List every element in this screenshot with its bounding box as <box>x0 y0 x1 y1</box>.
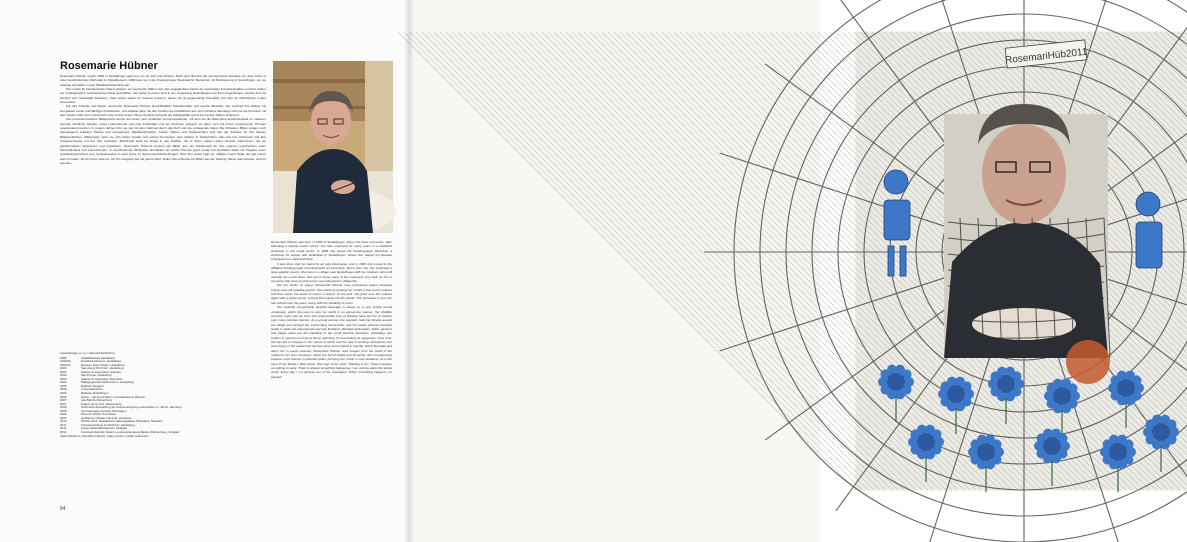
exhibition-year: 2011 <box>60 426 67 431</box>
exhibition-venue: Internationales Festival, Bad Aagen <box>81 408 127 413</box>
book-gutter <box>404 0 414 542</box>
exhibition-year: 2010 <box>60 419 67 424</box>
works-note: Viele Arbeiten in öffentlichen Besitz / Many works in public collections <box>60 433 149 438</box>
exhibition-year: 2006 <box>60 391 67 396</box>
exhibition-year: 2004 <box>60 380 67 385</box>
exhibition-venue: Sammlung Prinzhorn, Heidelberg <box>81 366 124 371</box>
exhibition-year: 2003 <box>60 369 67 374</box>
exhibition-venue: Kunstausstellung im Wohnhof, Heidelberg <box>81 422 135 427</box>
english-paragraph: For her works on paper, Rosemarie Hübner uses exclusively pastel oil-based crayon and soft graphite pencils. She starts by drawing her motifs in fine pencil outlines and then works the areas of colour in crayon. At the end, she goes over the outlines again with a sharp pencil, scoring them deep into the pastel. This technique is one she has refined over the years, along with her handling of colour. <box>271 283 392 305</box>
exhibition-year: 2007 <box>60 401 67 406</box>
portrait-photo-image <box>273 61 393 233</box>
exhibition-year: 1989 <box>60 355 67 360</box>
exhibition-venue: Hobbiecum Musée d'art brut, Lausanne <box>81 415 132 420</box>
exhibition-year: 2011 <box>60 422 67 427</box>
english-text-column <box>271 240 392 496</box>
exhibition-venue: Galerie im Augustiner, Stuttgart <box>81 369 122 374</box>
exhibition-year: 2008 <box>60 412 67 417</box>
english-paragraph: Rosemarie Hübner was born in 1959 in Sindelfingen, where she lives and works. After attending a special needs school, she was employed for many years in a sheltered workshop in the metal sector. In 1986 she joined the Kreativgruppe Werkstatt, a workshop for people with disabilities in Sindelfingen, where she started out likewise employed in a metal workshop. <box>271 240 392 262</box>
artist-portrait-photo <box>273 61 393 233</box>
left-page <box>0 0 409 542</box>
exhibition-venue: Fokus – die Kunst Raum, Kunstakademie Weimar <box>81 394 145 399</box>
exhibition-year: 2008 <box>60 405 67 410</box>
exhibition-list-title: Ausstellungen (u. a.) / Selected Exhibitions <box>60 351 115 355</box>
exhibition-year: 2003 <box>60 373 67 378</box>
english-paragraph: Her instantly recognizable pictorial language is based on a very simple formal vocabulary, which she uses to vary her motifs in an expressive manner. Her childlike curiosity, naïve joie de vivre and irrepressible love of drawing have led her to explore ever more complex themes. As a young woman she regularly rode her bicycle around the village and through the surrounding countryside, and her earlier pictures primarily testify to what she experienced and saw firsthand. Wooded landscapes, fields, gardens and village views are the backdrop to her small pictorial narratives. Nowadays she prefers to spend more time at home, watching TV and looking at magazines. Over time, this has led to changes in her choice of motifs and her way of working. Sometimes she sees things in the media that she has never encountered in real life, which fascinate and alarm her in equal measure. Rosemarie Hübner uses images from the world of the media for her own narratives, which are full of vitality and humanity. She courageously explores such themes in pictorial cycles, pursuing her motifs in new variations, as in the case of her Spider's Web series. She says of her work: 'Painting is fun. There is always something to paint. There is always something happening. I am curious about the whole world. Every day I cut pictures out of the newspaper. When something happens, it's painted.' <box>271 305 392 379</box>
exhibition-year: 2001/04 <box>60 362 71 367</box>
exhibition-year: 2013 <box>60 430 67 435</box>
exhibition-venue: Galerie im Augustiner, Ettenheim <box>81 376 124 381</box>
exhibition-venue: Luther-Spital-Wendepunkt, Stuttgart <box>81 426 128 431</box>
exhibition-venue: Rathaus Sindelfingen <box>81 391 109 396</box>
exhibition-year: 2003 <box>60 366 67 371</box>
exhibition-venue: Museum Haus Cajeth, Heidelberg <box>81 362 125 367</box>
german-paragraph: Rosemarie Hübner wurde 1959 in Sindelfingen geboren, wo sie lebt und arbeitet. Nach dem Besuch der Sonderschule arbeitete sie viele Jahre in einer beschützenden Werkstatt im Metallbereich. 1986 kam sie in die Kreativgruppe Werkstatt für Menschen mit Behinderung in Sindelfingen, wo sie anfangs ebenfalls in einer Metallwerkstatt tätig war. <box>60 74 266 87</box>
artwork-caption: RosemariHüb2011 <box>1004 46 1088 67</box>
right-page <box>409 0 1088 542</box>
exhibition-venue: Stadtbibliothek Heidelberg <box>81 355 115 360</box>
artwork-drawing <box>856 32 1187 490</box>
german-text-column <box>60 74 266 346</box>
exhibition-venue: Rundfunk-Museum, Heidelberg <box>81 359 122 364</box>
exhibition-year: 2009 <box>60 415 67 420</box>
article-title: Rosemarie Hübner <box>60 60 158 72</box>
exhibition-year: 2007 <box>60 398 67 403</box>
exhibition-year: 2006 <box>60 394 67 399</box>
exhibition-year: 2005 <box>60 383 67 388</box>
german-paragraph: Für ihre Arbeiten auf Papier verwendet Rosemarie Hübner ausschließlich Pastellkreiden und weiche Bleistifte. Sie zeichnet ihre Motive mit kompakten Linien und flächigen Farbfeldern, und arbeitet dann mit den Kreiden die Farbflächen aus. Zum Schluss allerdings zieht sie die Konturen mit dem spitzen Stift noch einmal tief in die Kreide hinein. Diese Technik und auch die Farbgestaltung hat sie mit den Jahren verfeinert. <box>60 104 266 118</box>
exhibition-venue: Pädagogisches Fachzentrum, Heidelberg <box>81 380 135 385</box>
exhibition-venue: INSITA 2010, Slowakische Nationalgalerie, Bratislava, Slowakei <box>81 419 163 424</box>
exhibition-venue: Alte Bahnhof Ehrenberg <box>81 398 112 403</box>
exhibition-year: 2004 <box>60 376 67 381</box>
exhibition-venue: vorhinsicht Ausstellung der Kreisvereinigung Lebenshilfe e.V., Berlin, Hamburg <box>81 405 182 410</box>
exhibition-year: 2005 <box>60 387 67 392</box>
exhibition-venue: Rathaus Stuttgart <box>81 383 104 388</box>
exhibition-venue: Alte Pumpe, Heidelberg <box>81 373 112 378</box>
exhibition-venue: Kunstvermittelnder Award, Landesvereinigung Baden-Württemberg, Stuttgart <box>81 430 180 435</box>
german-paragraph: Hier wurde ihr künstlerisches Talent erkannt, sie wechselte 1999 in das dort angegliederte Atelier der vielseitigen Kunstwerkstätten und hat seither ein umfangreiches zeichnerisches Werk geschaffen. Sie wohnt in einem Dorf in der Umgebung Sindelfingens bei ihren Angehörigen, welche dort bis kürzlich eine Gaststätte betrieben. Viele Gäste waren ihr bestens bekannt, denen sie ist gegenwärtig freundlich und sehr an öffentlichem Leben interessiert. <box>60 87 266 105</box>
german-paragraph: Ihre unverwechselbare Bildsprache beruht auf einem sehr einfachen Formenvokabular, mit dem sie die Bildmotive ausdrucksstark zu variieren vermag. Kindliche Neugier, naive Lebensfreude und eine unbändige Lust am Zeichnen spiegeln sie dann, sich mit immer komplexeren Themen auseinanderzusetzen. In jungen Jahren fuhr sie viel mit dem Fahrrad durch das Dorf und die umliegende Natur. Die frühesten Bilder zeigen noch überwiegend seitwärts Häuser und Gewebenes: Waldlandschaften, Felder, Gärten und Dorfansichten sind hier die Kulissen für ihre kleinen Bildgeschichten. Mittlerweile zieht sie sich lieber zurück und schaut Fernsehen oder blättert in Zeitschriften. Das hat ihre Motivwelt und ihre Vorgehensweise mit der Zeit verändert. Manchmal sieht sie Dinge in den Medien, die in ihrem realen Leben niemals vorkommen, die sie gleichermaßen faszinieren und begeistern. Rosemarie Hübners benutzt die Bilder aus der Medienwelt für ihre eigenen Geschichten voller Menschlichkeit und Lebensfreude. In verschiedenen Bildzyklen durchleitet sie solche Themen ganz mutig und porträtiert dabei mit Hingabe einen Gestaltungsreichtum aus, beispielsweise in einer Serie zu Spinnennetzdarstellungen. Über ihre Arbeit sagt sie: »Malen macht Spaß. Es gibt immer was zu malen. Es ist immer was los. Ich bin neugierig auf die ganze Welt. Jeden Tag schneide ich Bilder aus der Zeitung. Wenn was passiert, wird es gemalt.« <box>60 117 266 165</box>
exhibition-venue: Universität Erfurt <box>81 387 103 392</box>
exhibition-venue: Museum Würth, Künzelsau <box>81 412 116 417</box>
page-number: 84 <box>60 506 66 512</box>
exhibition-year: 1991/90 <box>60 359 71 364</box>
english-paragraph: It was there that her talent for art was discovered, and in 1999 she moved to the affiliated Kreativgruppe Kunstwerkstatt art workshop. Since then she has produced a large graphic oeuvre. She lives in a village near Sindelfingen with her relatives, who until recently ran a pub there. She got to know many of the customers very well, as she is someone who loves to chat and is very interested in village life. <box>271 261 392 284</box>
exhibition-year: 2008 <box>60 408 67 413</box>
artwork-image <box>856 32 1187 490</box>
exhibition-venue: Galerie de la Cruz, Ravensburg <box>81 401 122 406</box>
exhibition-list <box>60 352 265 438</box>
